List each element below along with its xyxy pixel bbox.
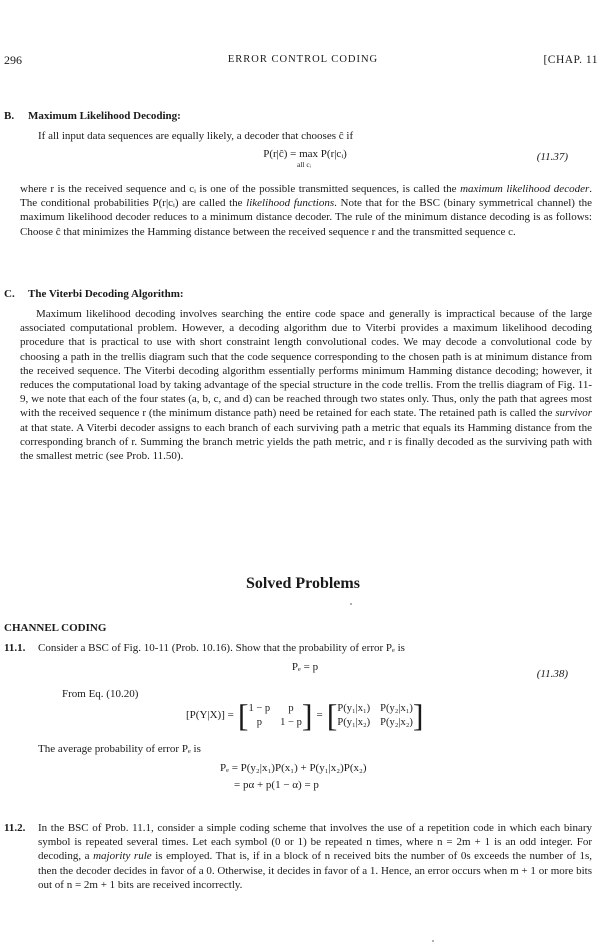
problem-11-2-text-2: is employed. That is, if in a block of n received bits the number of 0s exceeds the number of 1s, then the decoder decides in favor of a 0. Otherwise, it decides in favor of a 1. Hence, an error occurs when m + 1 or more bits out of n = 2m + 1 bits are received incorrectly. — [38, 850, 592, 891]
bracket-left-icon: [ — [326, 697, 338, 733]
scan-speck — [350, 603, 352, 605]
problem-11-2-text — [38, 821, 592, 892]
section-c-letter: C. — [4, 288, 15, 300]
section-b-emphasis-1: maximum likelihood decoder — [460, 183, 590, 195]
section-c-emphasis: survivor — [555, 407, 592, 420]
section-b-intro: If all input data sequences are equally likely, a decoder that chooses ĉ if — [38, 130, 354, 142]
section-b-emphasis-2: likelihood functions — [246, 197, 335, 210]
channel-coding-subheading: CHANNEL CODING — [4, 622, 107, 634]
equation-11-37-subscript: all cᵢ — [297, 160, 311, 169]
bracket-left-icon: [ — [237, 697, 249, 733]
from-equation-ref: From Eq. (10.20) — [62, 688, 139, 700]
matrix-cell: P(y₂|x₂) — [380, 716, 413, 728]
section-b-heading — [4, 109, 181, 123]
problem-11-2-text-1: In the BSC of Prob. 11.1, consider a simple coding scheme that involves the use of a repetition code in which each binary symbol is repeated several times. Let each symbol (0 or 1) be repeated n times, where n = 2m + 1 is an odd integer. For decoding, a — [38, 822, 592, 863]
equation-number-11-37: (11.37) — [536, 151, 568, 163]
section-c-title: The Viterbi Decoding Algorithm: — [28, 288, 184, 300]
channel-matrix-equation — [186, 697, 424, 733]
matrix-lhs: [P(Y|X)] = — [186, 708, 234, 721]
section-c-paragraph — [20, 307, 592, 463]
matrix-cell: p — [256, 716, 262, 728]
average-probability-eq-2: = pα + p(1 − α) = p — [234, 779, 319, 791]
matrix-cell: p — [288, 702, 294, 714]
problem-11-1-text: Consider a BSC of Fig. 10-11 (Prob. 10.16). Show that the probability of error Pₑ is — [38, 642, 405, 654]
equation-number-11-38: (11.38) — [536, 668, 568, 680]
equals-sign: = — [316, 708, 323, 721]
matrix-cell: P(y₁|x₂) — [337, 716, 371, 728]
page-number: 296 — [4, 53, 22, 67]
problem-11-2-emphasis: majority rule — [93, 850, 152, 863]
scan-speck — [432, 940, 434, 942]
chapter-label: [CHAP. 11 — [543, 54, 598, 66]
matrix-cell: P(y₂|x₁) — [380, 702, 413, 714]
average-probability-eq-1: Pₑ = P(y₂|x₁)P(x₁) + P(y₁|x₂)P(x₂) — [220, 762, 367, 774]
problem-11-2-number: 11.2. — [4, 822, 26, 834]
section-b-text-3: . Note that for the BSC (binary symmetrical channel) the maximum likelihood decoder reduces to a minimum distance decoder. The rule of the minimum distance decoding is as follows: Choose ĉ that minimizes the Hamming distance between the received sequence r and the transmitted sequence c. — [20, 197, 593, 238]
section-b-letter: B. — [4, 110, 15, 122]
section-c-heading — [4, 287, 184, 301]
equation-11-38: Pₑ = p — [291, 661, 319, 673]
matrix-cell: 1 − p — [280, 716, 302, 728]
bracket-right-icon: ] — [301, 697, 313, 733]
matrix-cell: 1 − p — [248, 702, 271, 714]
bracket-right-icon: ] — [412, 697, 424, 733]
section-b-text-2: . The conditional probabilities P(r|cᵢ) are called the — [20, 183, 592, 210]
equation-11-37-body: P(r|ĉ) = max P(r|cᵢ) — [263, 148, 347, 160]
section-c-text-2: at that state. A Viterbi decoder assigns to each branch of each surviving path a metric that equals its Hamming distance from the corresponding branch of r. Summing the branch metric yields the path metric, and r is finally decoded as the surviving path with the smallest metric (see Prob. 11.50). — [20, 421, 592, 463]
average-probability-text: The average probability of error Pₑ is — [38, 743, 201, 755]
solved-problems-title: Solved Problems — [246, 575, 360, 592]
section-c-text-1: Maximum likelihood decoding involves searching the entire code space and generally is impractical because of the large associated computational problem. However, a decoding algorithm due to Viterbi provides a maximum likelihood decoding procedure that is practical to use with short constraint length convolutional codes. We may decode a convolutional code by choosing a path in the trellis diagram such that the code sequence corresponding to the chosen path is at minimum distance from the received sequence. The Viterbi decoding algorithm essentially performs minimum Hamming distance decoding; however, it reduces the computational load by taking advantage of the special structure in the code trellis. From the trellis diagram of Fig. 11-9, we note that each of the four states (a, b, c, and d) can be reached through two states only. Thus, only the path that agrees most with the received sequence r (the minimum distance path) need be retained for each state. The retained path is called the — [20, 308, 592, 420]
section-b-paragraph — [20, 182, 592, 239]
matrix-cell: P(y₁|x₁) — [337, 702, 371, 714]
problem-11-1-number: 11.1. — [4, 642, 26, 654]
transition-matrix — [237, 697, 313, 733]
probability-matrix — [326, 697, 424, 733]
running-title: ERROR CONTROL CODING — [227, 54, 379, 65]
section-b-text-1: where r is the received sequence and cᵢ is one of the possible transmitted sequences, is called the — [20, 183, 461, 195]
section-b-title: Maximum Likelihood Decoding: — [28, 110, 181, 122]
